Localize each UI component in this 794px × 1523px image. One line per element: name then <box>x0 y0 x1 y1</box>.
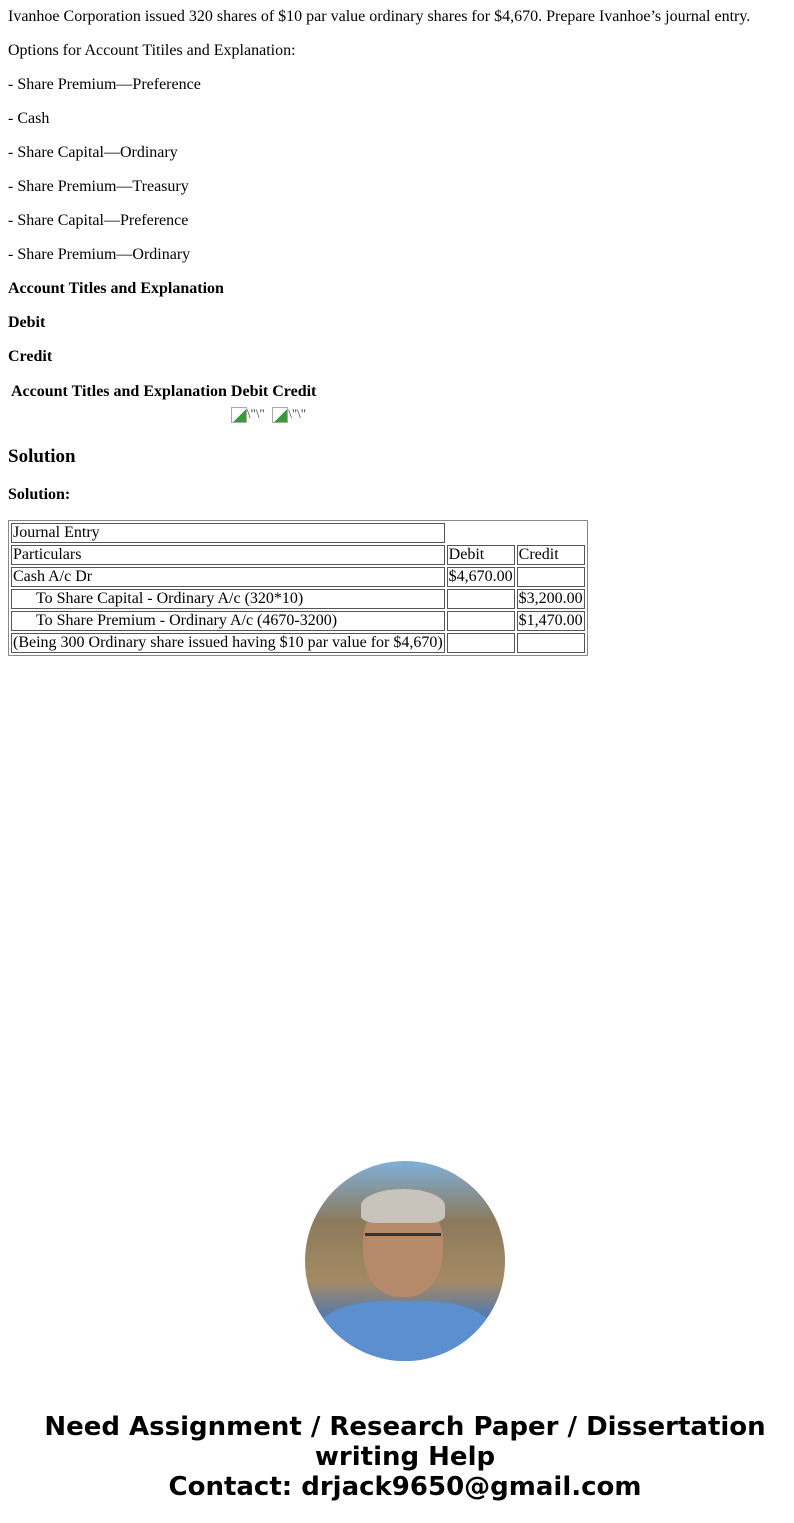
heading-credit: Credit <box>8 348 53 365</box>
table-row <box>11 633 585 653</box>
particulars-cell: To Share Capital - Ordinary A/c (320*10) <box>11 589 445 609</box>
table-row <box>11 567 585 587</box>
option-item: - Share Premium—Treasury <box>8 178 189 195</box>
answer-header-debit: Debit <box>230 383 269 400</box>
credit-cell <box>517 633 585 653</box>
broken-image-icon <box>231 406 265 423</box>
option-item: - Share Capital—Preference <box>8 212 189 229</box>
option-item: - Share Capital—Ordinary <box>8 144 178 161</box>
particulars-cell: Cash A/c Dr <box>11 567 445 587</box>
heading-account-titles: Account Titles and Explanation <box>8 280 224 297</box>
option-item: - Cash <box>8 110 50 127</box>
credit-cell: $1,470.00 <box>518 612 583 630</box>
footer-help-text: Need Assignment / Research Paper / Dissertation writing Help <box>44 1412 766 1472</box>
solution-subheading: Solution: <box>8 486 71 504</box>
journal-table <box>8 520 588 656</box>
debit-cell <box>447 633 515 653</box>
option-item: - Share Premium—Ordinary <box>8 246 191 263</box>
footer-contact-text: Contact: drjack9650@gmail.com <box>168 1472 642 1502</box>
debit-cell: $4,670.00 <box>448 568 513 586</box>
debit-cell <box>447 589 515 609</box>
contact-footer <box>8 1412 794 1502</box>
options-label: Options for Account Titiles and Explanation: <box>8 42 296 59</box>
author-avatar <box>305 1161 505 1361</box>
credit-cell: $3,200.00 <box>518 590 583 608</box>
journal-header-credit: Credit <box>517 545 585 565</box>
broken-image-alt: \"\" <box>288 406 307 421</box>
answer-header-credit: Credit <box>272 383 317 400</box>
answer-table <box>8 380 319 426</box>
journal-header-debit: Debit <box>447 545 515 565</box>
heading-debit: Debit <box>8 314 46 331</box>
debit-cell <box>447 611 515 631</box>
table-row <box>11 611 585 631</box>
option-item: - Share Premium—Preference <box>8 76 201 93</box>
table-row <box>11 589 585 609</box>
answer-header-account: Account Titles and Explanation <box>11 383 227 400</box>
solution-heading: Solution <box>8 446 76 468</box>
journal-title: Journal Entry <box>11 523 445 543</box>
credit-cell <box>517 567 585 587</box>
journal-header-particulars: Particulars <box>11 545 445 565</box>
broken-image-icon <box>272 406 306 423</box>
broken-image-alt: \"\" <box>246 406 265 421</box>
particulars-cell: To Share Premium - Ordinary A/c (4670-3200) <box>11 611 445 631</box>
particulars-cell: (Being 300 Ordinary share issued having $10 par value for $4,670) <box>13 634 443 652</box>
question-text: Ivanhoe Corporation issued 320 shares of $10 par value ordinary shares for $4,670. Prepare Ivanhoe’s journal entry. <box>8 8 751 25</box>
